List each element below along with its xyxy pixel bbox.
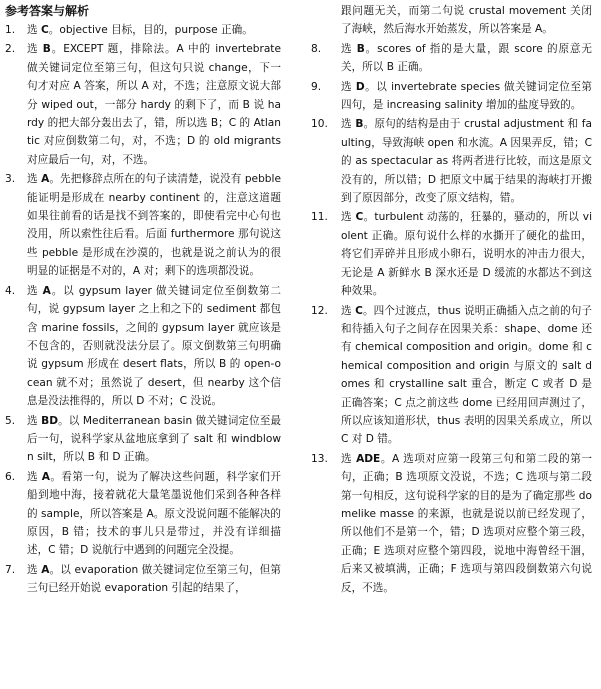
item-number: 2. xyxy=(5,43,16,56)
answer-item-8 xyxy=(311,40,592,77)
answer-letter: B xyxy=(355,118,364,131)
answer-item-3 xyxy=(5,170,281,280)
answer-item-2 xyxy=(5,40,281,169)
answer-item-9 xyxy=(311,78,592,115)
item-text: 。以 evaporation 做关键词定位至第三句，但第三句已经开始说 evaporation 引起的结果了， xyxy=(27,563,281,595)
item-lead: 选 xyxy=(27,563,42,576)
item-text: 。以 gypsum layer 做关键词定位至倒数第二句，说 gypsum layer 之上和之下的 sediment 都包含 marine fossils，之间的 gypsum layer 就应该是不包含的，否则就没法分层了。原文倒数第三句明确说 gypsum 形成在 desert flats，所以 B 的 open-ocean 就不对；虽然说了 desert，但 nearby 这个信息是没法推得的，所以 D 不对；C 没说。 xyxy=(27,284,282,408)
answer-item-13 xyxy=(311,450,592,597)
answer-letter: B xyxy=(356,42,365,55)
item-number: 7. xyxy=(5,563,16,576)
item-lead: 选 xyxy=(27,173,42,186)
item-number: 1. xyxy=(5,24,16,36)
answer-item-11 xyxy=(311,208,592,300)
answer-letter: A xyxy=(41,173,50,186)
right-column xyxy=(311,2,592,598)
item-lead: 选 xyxy=(27,24,41,36)
answer-letter: BD xyxy=(41,414,59,427)
item-text: 。四个过渡点，thus 说明正确插入点之前的句子和待插入句子之间存在因果关系：shape、dome 还有 chemical composition and origin。dome 和 chemical composition and origin 与原文的 salt domes 和 crystalline salt 重合，断定 C 或者 D 是正确答案；C 点之前这些 dome 已经用回声测过了，所以应该知道形状，thus 表明的因果关系成立，所以 C 对 D 错。 xyxy=(341,304,593,446)
item-lead: 选 xyxy=(27,43,43,56)
answer-item-10 xyxy=(311,115,592,207)
item-text: 。以 invertebrate species 做关键词定位至第四句，是 increasing salinity 增加的盐度导致的。 xyxy=(341,80,592,112)
answer-letter: ADE xyxy=(356,452,381,465)
item-number: 4. xyxy=(5,284,16,297)
item-text: 。A 选项对应第一段第三句和第二段的第一句，正确；B 选项原文没说，不选；C 选项与第二段第一句相反，这句说科学家的目的是为了确定那些 domelike masse 的来源，也就是说以前已经发现了，所以他们不是第一个，错；D 选项对应整个第三段，正确；E 选项对应整个第四段，说地中海曾经干涸，后来又被填满，正确；F 选项与第四段倒数第六句说反，不选。 xyxy=(341,452,592,594)
item-lead: 选 xyxy=(341,452,357,465)
answer-item-7 xyxy=(5,561,281,598)
page-title: 参考答案与解析 xyxy=(5,4,90,18)
answer-letter: C xyxy=(355,304,363,317)
item-text: 。先把修辞点所在的句子读清楚，说没有 pebble 能证明是形成在 nearby continent 的，注意这道题如果往前看的话是找不到答案的，即使看完中心句也没用，所以索性往后看。后面 furthermore 那句说这些 pebble 是形成在沙漠的，也就是说之前认为的很明显的证据是不对的，A 对；剩下的选项都没说。 xyxy=(27,173,281,278)
item-text: 。以 Mediterranean basin 做关键词定位至最后一句，说科学家从盆地底拿到了 salt 和 windblown silt，所以 B 和 D 正确。 xyxy=(27,414,281,464)
answer-item-5 xyxy=(5,412,281,467)
answer-item-6 xyxy=(5,468,281,560)
answer-letter: C xyxy=(355,211,364,224)
item-lead: 选 xyxy=(341,42,357,55)
item-number: 11. xyxy=(311,211,328,224)
answer-item-4 xyxy=(5,282,281,411)
item-text: 。EXCEPT 题，排除法。A 中的 invertebrate 做关键词定位至第三句，但这句只说 change，下一句才对应 A 答案，所以 A 对，不选；注意原文说大部分 wiped out，一部分 hardy 的剩下了，而 B 说 hardy 的把大部分轰出去了，错，所以选 B；C 的 Atlantic 对应倒数第二句，对，不选；D 的 old migrants 对应最后一句，对，不选。 xyxy=(27,43,281,166)
item-lead: 选 xyxy=(341,118,356,131)
answer-letter: A xyxy=(41,563,50,576)
item-lead: 选 xyxy=(341,211,356,224)
answer-letter: D xyxy=(355,80,365,93)
item-number: 5. xyxy=(5,414,16,427)
item-number: 13. xyxy=(311,452,328,465)
item-lead: 选 xyxy=(27,414,42,427)
answer-letter: A xyxy=(41,470,50,483)
item-text: 。turbulent 动荡的，狂暴的，骚动的，所以 violent 正确。原句说什么样的水撕开了硬化的盐田，将它们弄碎并且形成小卵石，说明水的冲击力很大，无论是 A 新鲜水 B 深水还是 D 缓流的水都达不到这种效果。 xyxy=(341,211,593,298)
answer-letter: B xyxy=(42,43,51,56)
answer-item-1 xyxy=(5,21,281,39)
item-number: 8. xyxy=(311,42,322,55)
item-lead: 选 xyxy=(27,284,43,297)
answer-item-7-continued: 跟问题无关，而第二句说 crustal movement 关闭了海峡，然后海水开始蒸发，所以答案是 A。 xyxy=(341,5,592,36)
answer-item-12 xyxy=(311,302,592,449)
item-text: 。objective 目标，目的，purpose 正确。 xyxy=(48,24,253,36)
answer-letter: C xyxy=(40,24,49,36)
item-lead: 选 xyxy=(27,470,42,483)
item-text: 。原句的结构是由于 crustal adjustment 和 faulting，导致海峡 open 和水流。A 因果弄反，错；C 的 as spectacular as 将两者进行比较，而这是原文没有的，所以错；D 把原文中属于结果的海峡打开搬到了原因部分，改变了原文结构，错。 xyxy=(341,118,592,205)
item-number: 9. xyxy=(311,80,322,93)
item-number: 6. xyxy=(5,470,16,483)
answer-letter: A xyxy=(42,284,51,297)
item-number: 10. xyxy=(311,118,328,131)
item-text: 。scores of 指的是大量，跟 score 的原意无关，所以 B 正确。 xyxy=(341,42,592,74)
item-number: 3. xyxy=(5,173,16,186)
item-lead: 选 xyxy=(341,304,356,317)
item-lead: 选 xyxy=(341,80,356,93)
left-column xyxy=(5,21,281,599)
item-number: 12. xyxy=(311,304,328,317)
item-text: 。看第一句，说为了解决这些问题，科学家们开船到地中海，接着就花大量笔墨说他们采到各种各样的 sample，所以答案是 A。原文没说问题不能解决的原因，B 错；技术的事儿只是带过，并没有详细描述，C 错；D 说航行中遇到的问题完全没提。 xyxy=(27,470,281,557)
